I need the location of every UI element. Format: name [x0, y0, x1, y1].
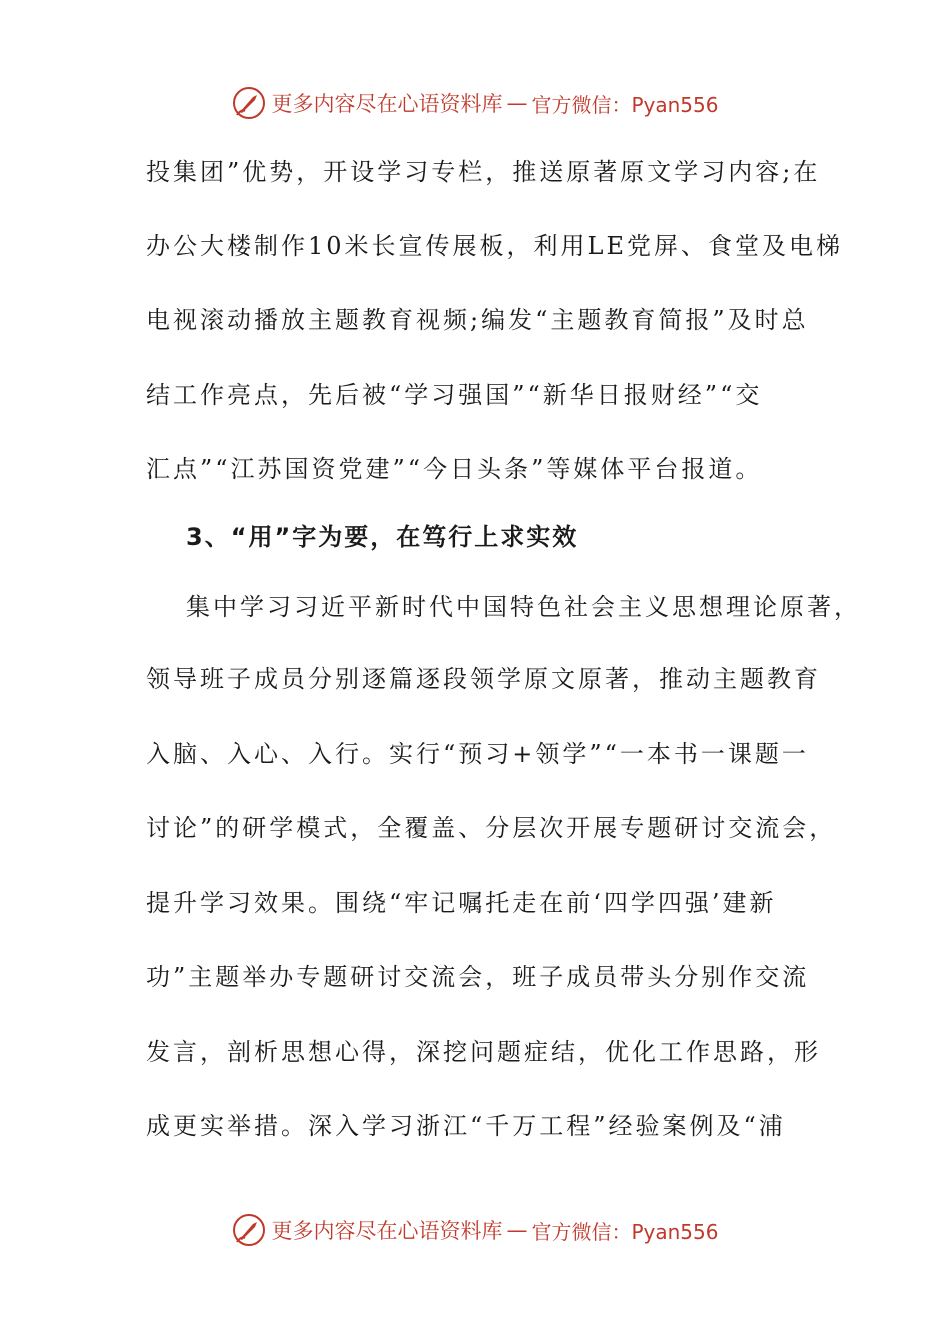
paragraph-line-2: 领导班子成员分别逐篇逐段领学原文原著，推动主题教育	[146, 665, 821, 693]
body-line-3: 电视滚动播放主题教育视频;编发“主题教育简报”及时总	[146, 306, 809, 334]
body-line-2: 办公大楼制作10米长宣传展板，利用LE党屏、食堂及电梯	[146, 232, 843, 260]
header-dash: —	[506, 91, 528, 115]
footer-banner	[0, 1210, 950, 1250]
header-text: 更多内容尽在心语资料库	[271, 92, 503, 116]
paragraph-line-3: 入脑、入心、入行。实行“预习+领学”“一本书一课题一	[146, 740, 809, 768]
header-banner	[0, 83, 950, 123]
section-heading: 3、“用”字为要，在笃行上求实效	[186, 523, 579, 551]
paragraph-line-4: 讨论”的研学模式，全覆盖、分层次开展专题研讨交流会，	[146, 814, 837, 842]
footer-text: 更多内容尽在心语资料库	[271, 1219, 503, 1243]
header-wechat: 官方微信：Pyan556	[531, 92, 719, 117]
footer-wechat: 官方微信：Pyan556	[531, 1219, 719, 1244]
paragraph-line-5: 提升学习效果。围绕“牢记嘱托走在前‘四学四强’建新	[146, 889, 777, 917]
pen-nib-logo-icon	[231, 1212, 267, 1248]
paragraph-line-8: 成更实举措。深入学习浙江“千万工程”经验案例及“浦	[146, 1112, 786, 1140]
body-line-1: 投集团”优势，开设学习专栏，推送原著原文学习内容;在	[146, 158, 821, 186]
paragraph-line-7: 发言，剖析思想心得，深挖问题症结，优化工作思路，形	[146, 1038, 821, 1066]
footer-dash: —	[506, 1218, 528, 1242]
paragraph-line-6: 功”主题举办专题研讨交流会，班子成员带头分别作交流	[146, 963, 810, 991]
body-line-5: 汇点”“江苏国资党建”“今日头条”等媒体平台报道。	[146, 455, 763, 483]
pen-nib-logo-icon	[231, 85, 267, 121]
paragraph-line-1: 集中学习习近平新时代中国特色社会主义思想理论原著，	[186, 593, 861, 621]
body-line-4: 结工作亮点，先后被“学习强国”“新华日报财经”“交	[146, 381, 763, 409]
